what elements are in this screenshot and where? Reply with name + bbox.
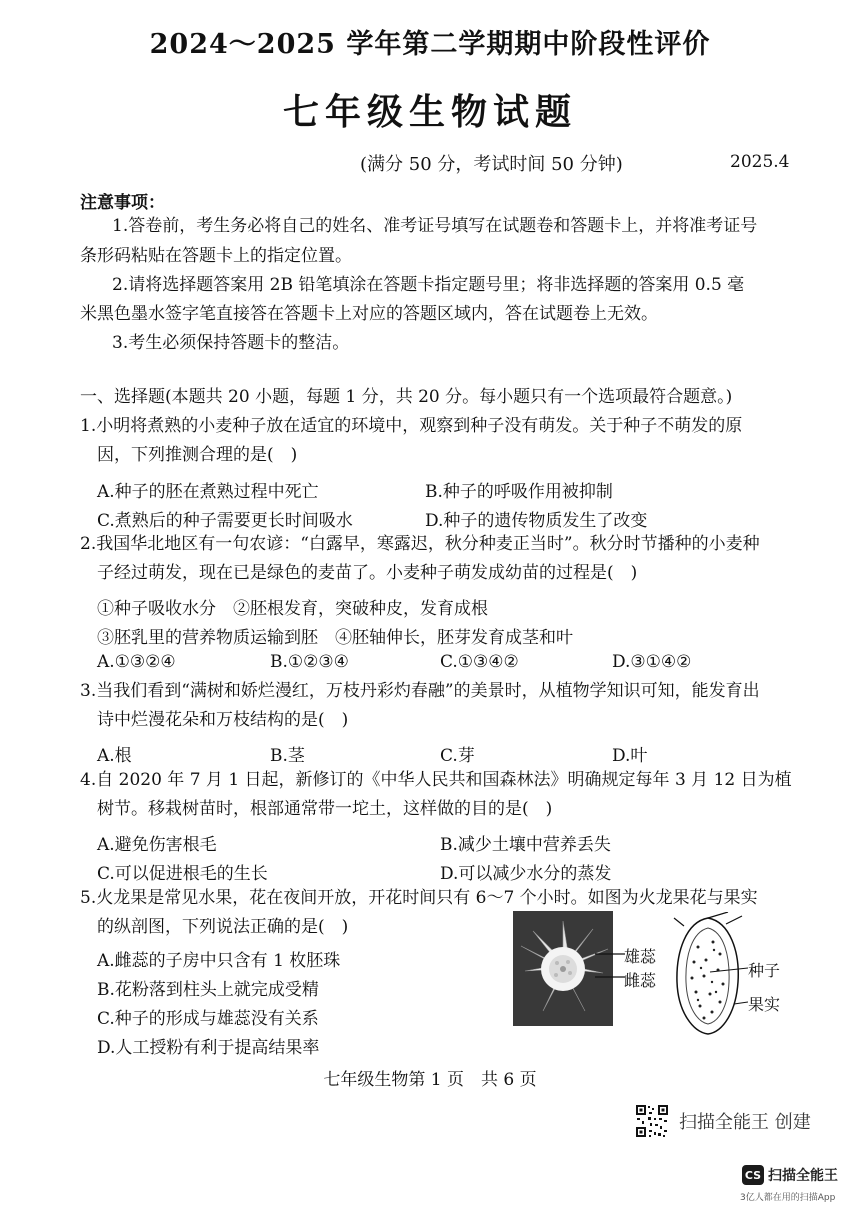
cs-logo-text: 扫描全能王	[768, 1168, 838, 1184]
option-b: B.茎	[270, 746, 305, 766]
process-step: ③胚乳里的营养物质运输到胚 ④胚轴伸长，胚芽发育成茎和叶	[97, 628, 573, 648]
cs-logo-icon: CS	[742, 1165, 764, 1185]
scanner-credit-text: 扫描全能王 创建	[679, 1112, 811, 1133]
option-c: C.芽	[440, 746, 475, 766]
option-d: D.人工授粉有利于提高结果率	[97, 1038, 320, 1058]
notice-title: 注意事项：	[80, 193, 165, 213]
label-stamen: 雄蕊	[624, 947, 657, 966]
question-stem: 2.我国华北地区有一句农谚：“白露早，寒露迟，秋分种麦正当时”。秋分时节播种的小麦种	[80, 534, 760, 554]
question-stem: 3.当我们看到“满树和娇烂漫红，万枝丹彩灼春融”的美景时，从植物学知识可知，能发育出	[80, 681, 760, 701]
notice-line: 1.答卷前，考生务必将自己的姓名、准考证号填写在试题卷和答题卡上，并将准考证号	[112, 216, 758, 236]
notice-line: 条形码粘贴在答题卡上的指定位置。	[80, 246, 352, 266]
option-b: B.种子的呼吸作用被抑制	[425, 482, 613, 502]
option-b: B.花粉落到柱头上就完成受精	[97, 980, 319, 1000]
question-stem: 5.火龙果是常见水果，花在夜间开放，开花时间只有 6～7 个小时。如图为火龙果花与果实	[80, 888, 758, 908]
option-c: C.①③④②	[440, 652, 519, 672]
label-pistil: 雌蕊	[624, 971, 657, 990]
question-stem: 诗中烂漫花朵和万枝结构的是( )	[97, 710, 349, 730]
option-d: D.叶	[612, 746, 648, 766]
option-b: B.①②③④	[270, 652, 349, 672]
question-stem: 的纵剖图，下列说法正确的是( )	[97, 917, 349, 937]
option-b: B.减少土壤中营养丢失	[440, 835, 611, 855]
score-info: (满分 50 分，考试时间 50 分钟)	[360, 154, 623, 175]
qr-code-icon	[635, 1104, 669, 1138]
process-step: ①种子吸收水分 ②胚根发育，突破种皮，发育成根	[97, 599, 488, 619]
option-a: A.根	[97, 746, 132, 766]
question-stem: 树节。移栽树苗时，根部通常带一坨土，这样做的目的是( )	[97, 799, 553, 819]
option-c: C.可以促进根毛的生长	[97, 864, 268, 884]
question-stem: 因，下列推测合理的是( )	[97, 445, 298, 465]
fruit-section-drawing	[668, 912, 748, 1038]
notice-line: 3.考生必须保持答题卡的整洁。	[112, 333, 350, 353]
exam-header-title: 2024～2025 学年第二学期期中阶段性评价	[149, 29, 711, 60]
question-stem: 子经过萌发，现在已是绿色的麦苗了。小麦种子萌发成幼苗的过程是( )	[97, 563, 638, 583]
option-d: D.③①④②	[612, 652, 692, 672]
option-a: A.种子的胚在煮熟过程中死亡	[97, 482, 319, 502]
label-fruit: 果实	[748, 995, 781, 1014]
cs-tagline: 3亿人都在用的扫描App	[740, 1193, 836, 1203]
notice-line: 2.请将选择题答案用 2B 铅笔填涂在答题卡指定题号里；将非选择题的答案用 0.5 毫	[112, 275, 745, 295]
option-d: D.种子的遗传物质发生了改变	[425, 511, 648, 531]
option-a: A.避免伤害根毛	[97, 835, 217, 855]
option-a: A.①③②④	[97, 652, 176, 672]
scanner-watermark	[635, 1104, 811, 1138]
exam-date: 2025.4	[730, 152, 790, 172]
question-stem: 4.自 2020 年 7 月 1 日起，新修订的《中华人民共和国森林法》明确规定每年 3 月 12 日为植	[80, 770, 792, 790]
page-footer: 七年级生物第 1 页 共 6 页	[323, 1070, 537, 1090]
option-a: A.雌蕊的子房中只含有 1 枚胚珠	[97, 951, 341, 971]
cs-logo	[742, 1165, 838, 1185]
label-seed: 种子	[748, 961, 781, 980]
exam-subject-title: 七年级生物试题	[282, 91, 577, 133]
option-c: C.煮熟后的种子需要更长时间吸水	[97, 511, 353, 531]
option-c: C.种子的形成与雄蕊没有关系	[97, 1009, 319, 1029]
section-heading: 一、选择题(本题共 20 小题，每题 1 分，共 20 分。每小题只有一个选项最符合题意。)	[80, 387, 733, 407]
question-stem: 1.小明将煮熟的小麦种子放在适宜的环境中，观察到种子没有萌发。关于种子不萌发的原	[80, 416, 743, 436]
option-d: D.可以减少水分的蒸发	[440, 864, 612, 884]
notice-line: 米黑色墨水签字笔直接答在答题卡上对应的答题区域内，答在试题卷上无效。	[80, 304, 658, 324]
